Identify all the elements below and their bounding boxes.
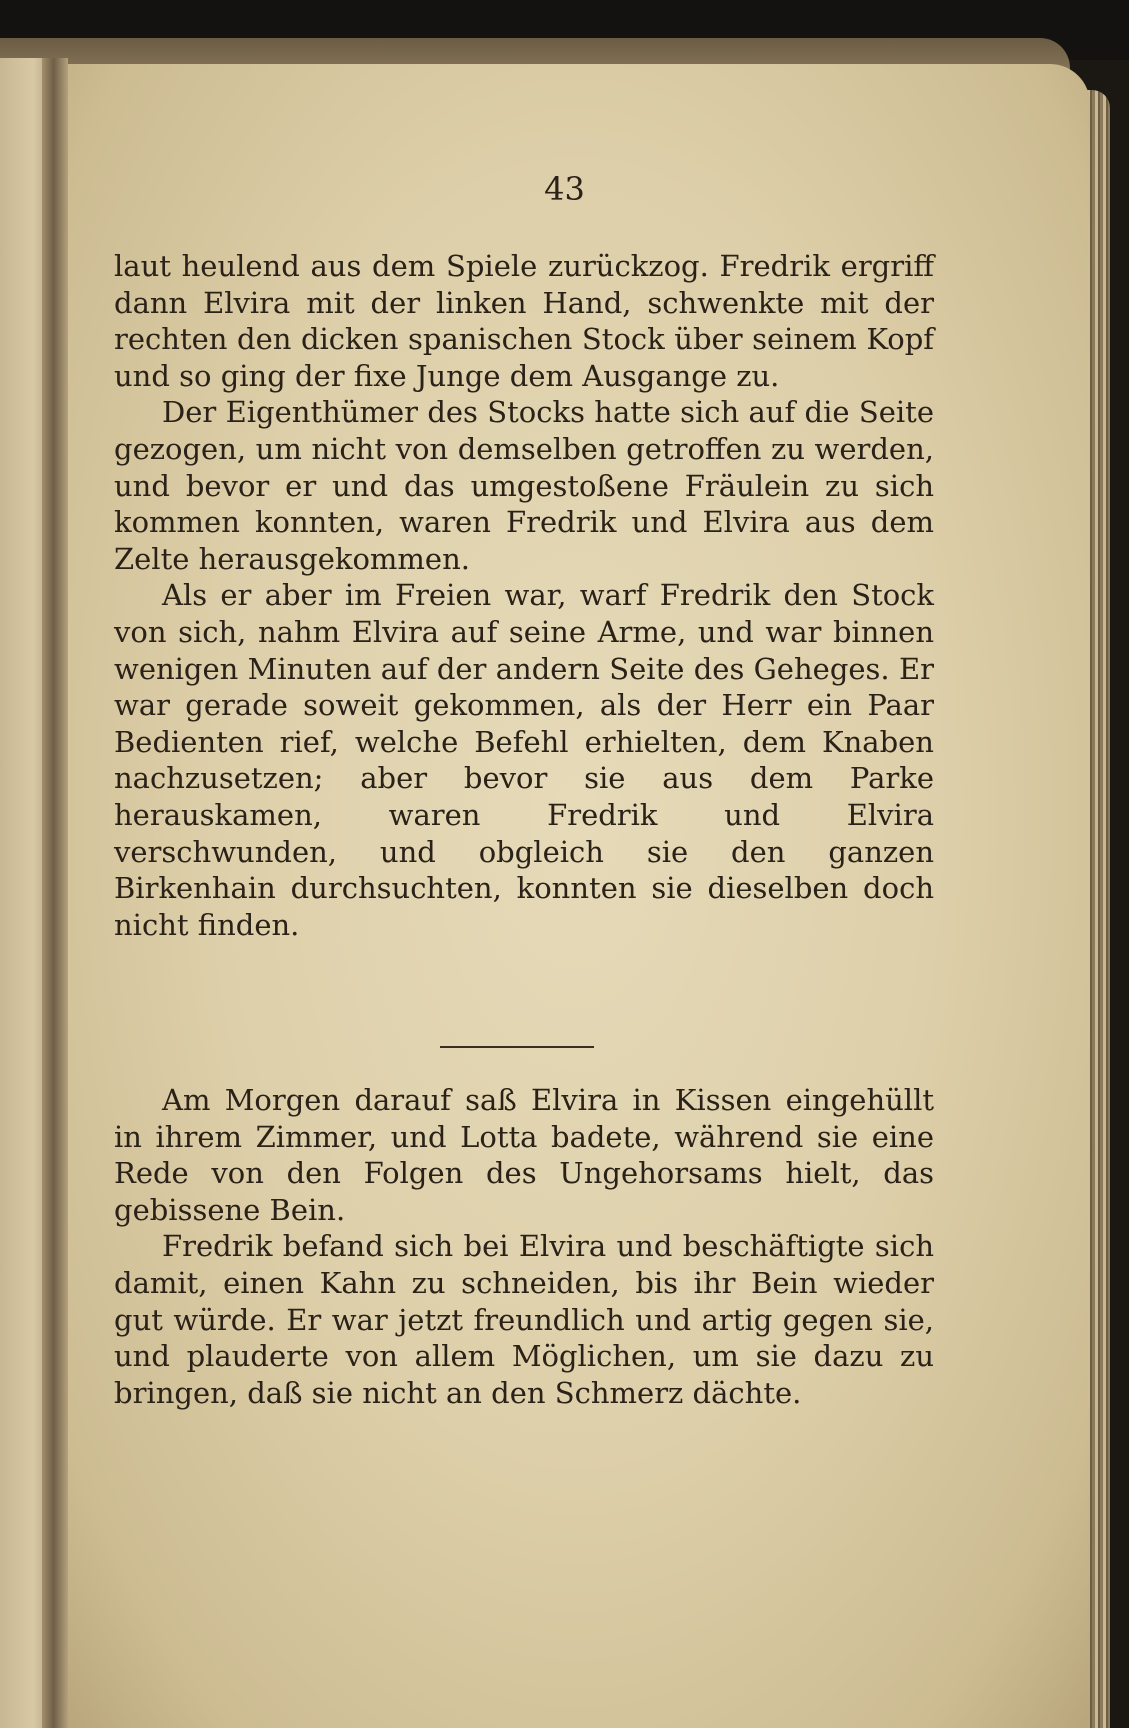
text-section-one xyxy=(114,248,934,943)
paragraph: Fredrik befand sich bei Elvira und beschäftigte sich damit, einen Kahn zu schneiden, bis ihr Bein wieder gut würde. Er war jetzt freundlich und artig gegen sie, und plauderte von allem Möglichen, um sie dazu zu bringen, daß sie nicht an den Schmerz dächte. xyxy=(114,1229,934,1410)
paragraph: laut heulend aus dem Spiele zurückzog. Fredrik ergriff dann Elvira mit der linken Hand, schwenkte mit der rechten den dicken spanischen Stock über seinem Kopf und so ging der fixe Junge dem Ausgange zu. xyxy=(114,249,934,393)
paragraph: Der Eigenthümer des Stocks hatte sich auf die Seite gezogen, um nicht von demselben getroffen zu werden, und bevor er und das umgestoßene Fräulein zu sich kommen konnten, waren Fredrik und Elvira aus dem Zelte herausgekommen. xyxy=(114,395,934,576)
book-gutter xyxy=(42,58,68,1728)
paragraph: Am Morgen darauf saß Elvira in Kissen eingehüllt in ihrem Zimmer, und Lotta badete, während sie eine Rede von den Folgen des Ungehorsams hielt, das gebissene Bein. xyxy=(114,1083,934,1227)
page-number: 43 xyxy=(544,170,585,208)
text-section-two xyxy=(114,1082,934,1411)
section-divider xyxy=(440,1046,594,1048)
paragraph: Als er aber im Freien war, warf Fredrik den Stock von sich, nahm Elvira auf seine Arme, und war binnen wenigen Minuten auf der andern Seite des Geheges. Er war gerade soweit gekommen, als der Herr ein Paar Bedienten rief, welche Befehl erhielten, dem Knaben nachzusetzen; aber bevor sie aus dem Parke herauskamen, waren Fredrik und Elvira verschwunden, und obgleich sie den ganzen Birkenhain durchsuchten, konnten sie dieselben doch nicht finden. xyxy=(114,578,934,942)
